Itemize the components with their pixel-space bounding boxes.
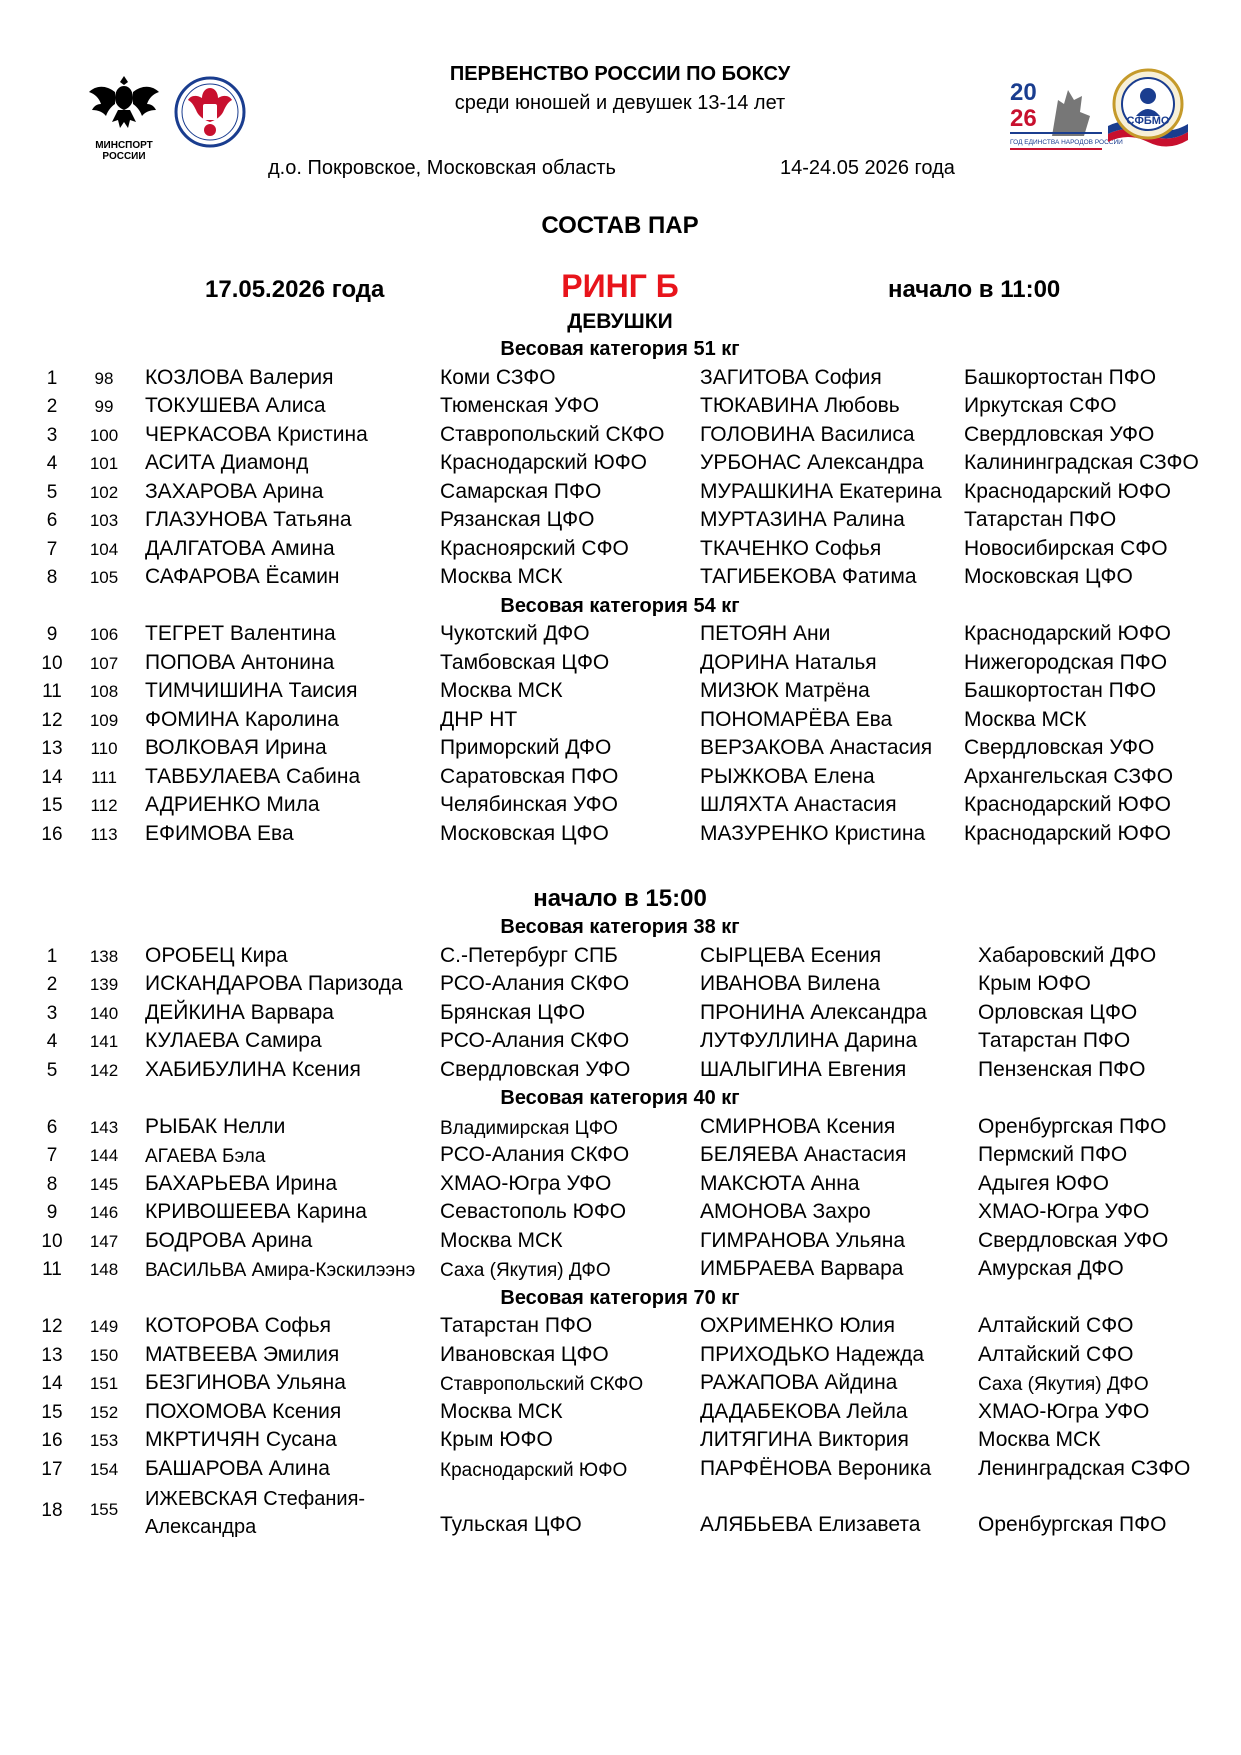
bout-number: 11 (42, 681, 62, 702)
red-corner-region: С.-Петербург СПБ (440, 943, 618, 967)
svg-text:20: 20 (1010, 79, 1037, 106)
bout-id: 146 (89, 1203, 119, 1222)
red-corner-name: ПОХОМОВА Ксения (145, 1399, 342, 1423)
blue-corner-region: Нижегородская ПФО (964, 650, 1168, 674)
boxing-federation-logo (172, 72, 248, 152)
year-of-unity-logo (1008, 76, 1123, 156)
bout-id: 98 (94, 368, 114, 388)
blue-corner-region: Архангельская СЗФО (964, 764, 1174, 788)
red-corner-name: САФАРОВА Ёсамин (145, 565, 340, 588)
bout-row (0, 480, 1241, 508)
svg-text:26: 26 (1010, 105, 1037, 132)
red-corner-name: КОТОРОВА Софья (145, 1314, 332, 1337)
red-corner-name: ЧЕРКАСОВА Кристина (145, 422, 368, 446)
bout-row (0, 793, 1241, 821)
bout-number: 3 (46, 424, 58, 446)
bout-row (0, 1457, 1241, 1485)
blue-corner-name: ВЕРЗАКОВА Анастасия (700, 736, 933, 759)
blue-corner-name: ПРОНИНА Александра (700, 1000, 927, 1024)
blue-corner-name: ПОНОМАРЁВА Ева (700, 707, 893, 731)
bout-date: 17.05.2026 года (205, 276, 385, 303)
bout-number: 5 (46, 481, 58, 503)
red-corner-region: Московская ЦФО (440, 821, 609, 845)
bout-number: 17 (41, 1458, 63, 1480)
bout-number: 9 (46, 1202, 58, 1223)
bout-number: 14 (41, 1373, 63, 1394)
blue-corner-region: ХМАО-Югра УФО (978, 1200, 1150, 1223)
blue-corner-region: Новосибирская СФО (964, 536, 1168, 560)
bout-id: 155 (89, 1500, 119, 1519)
blue-corner-name: МУРАШКИНА Екатерина (700, 479, 942, 503)
bout-number: 18 (41, 1500, 63, 1521)
bout-id: 100 (89, 425, 119, 445)
red-corner-region: Саха (Якутия) ДФО (440, 1260, 611, 1281)
blue-corner-name: АМОНОВА Захро (700, 1200, 871, 1223)
blue-corner-name: МУРТАЗИНА Ралина (700, 508, 905, 531)
bout-row (0, 622, 1241, 650)
red-corner-name: ЗАХАРОВА Арина (145, 479, 324, 503)
bout-number: 16 (41, 823, 63, 845)
session1-start: начало в 11:00 (888, 276, 1061, 303)
red-corner-region: Красноярский СФО (440, 536, 629, 560)
blue-corner-name: СЫРЦЕВА Есения (700, 943, 882, 967)
blue-corner-region: Свердловская УФО (978, 1228, 1169, 1252)
bout-row (0, 1343, 1241, 1371)
red-corner-region: Брянская ЦФО (440, 1000, 586, 1024)
bout-row (0, 1143, 1241, 1171)
red-corner-region: Москва МСК (440, 1399, 563, 1423)
bout-id: 147 (89, 1231, 119, 1251)
blue-corner-region: Алтайский СФО (978, 1342, 1134, 1366)
blue-corner-region: Саха (Якутия) ДФО (978, 1374, 1149, 1395)
bout-id: 152 (89, 1402, 119, 1422)
weight-category-heading: Весовая категория 51 кг (500, 338, 740, 360)
red-corner-name: ФОМИНА Каролина (145, 707, 339, 731)
red-corner-name: БОДРОВА Арина (145, 1228, 313, 1252)
session2-start: начало в 15:00 (533, 885, 707, 912)
bout-number: 4 (46, 453, 58, 474)
blue-corner-name: ЛУТФУЛЛИНА Дарина (700, 1029, 918, 1052)
bout-id: 103 (89, 511, 119, 530)
bout-number: 14 (41, 766, 63, 788)
red-corner-name: АГАЕВА Бэла (145, 1146, 266, 1167)
red-corner-name: ДАЛГАТОВА Амина (145, 536, 335, 560)
bout-number: 11 (42, 1259, 62, 1280)
bout-number: 10 (41, 652, 63, 674)
weight-category-heading: Весовая категория 40 кг (500, 1087, 740, 1109)
bout-row (0, 1400, 1241, 1428)
blue-corner-name: ДОРИНА Наталья (700, 650, 877, 674)
red-corner-region: Москва МСК (440, 565, 563, 588)
blue-corner-name: ИВАНОВА Вилена (700, 972, 881, 995)
bout-row (0, 736, 1241, 764)
red-corner-region: Приморский ДФО (440, 736, 612, 759)
red-corner-region: Самарская ПФО (440, 479, 602, 503)
blue-corner-region: Татарстан ПФО (964, 508, 1117, 531)
bout-number: 8 (46, 567, 58, 588)
red-corner-region: Краснодарский ЮФО (440, 451, 648, 474)
minsport-logo-text-line1: МИНСПОРТ (95, 140, 153, 151)
red-corner-region: Тульская ЦФО (440, 1513, 582, 1536)
blue-corner-region: Калининградская СЗФО (964, 451, 1199, 474)
red-corner-name: ГЛАЗУНОВА Татьяна (145, 508, 352, 531)
red-corner-region: Севастополь ЮФО (440, 1200, 627, 1223)
bout-row (0, 1229, 1241, 1257)
bout-id: 154 (89, 1459, 119, 1479)
bout-number: 12 (41, 709, 63, 731)
red-corner-name: ДЕЙКИНА Варвара (145, 1000, 334, 1024)
bout-number: 1 (46, 367, 58, 389)
bout-number: 3 (46, 1002, 58, 1024)
bout-id: 113 (90, 824, 118, 844)
bout-row (0, 972, 1241, 1000)
bout-row (0, 451, 1241, 479)
red-corner-region: Челябинская УФО (440, 793, 618, 816)
blue-corner-name: МАКСЮТА Анна (700, 1171, 860, 1195)
bout-row (0, 1428, 1241, 1456)
blue-corner-name: РАЖАПОВА Айдина (700, 1371, 898, 1394)
red-corner-region: РСО-Алания СКФО (440, 1143, 630, 1166)
bout-row (0, 1314, 1241, 1342)
blue-corner-name: ШАЛЫГИНА Евгения (700, 1057, 907, 1081)
red-corner-region: Саратовская ПФО (440, 764, 619, 788)
bout-id: 99 (94, 397, 114, 416)
blue-corner-name: ГОЛОВИНА Василиса (700, 422, 915, 446)
sfbmo-logo (1104, 64, 1192, 156)
blue-corner-region: Московская ЦФО (964, 565, 1133, 588)
bout-row (0, 1058, 1241, 1086)
blue-corner-name: ГИМРАНОВА Ульяна (700, 1228, 905, 1252)
blue-corner-region: Ленинградская СЗФО (978, 1456, 1191, 1480)
blue-corner-region: Свердловская УФО (964, 422, 1155, 446)
bout-row (0, 423, 1241, 451)
bout-number: 6 (46, 1116, 58, 1138)
bout-id: 142 (89, 1060, 119, 1080)
bout-number: 12 (41, 1316, 63, 1337)
ring-label: РИНГ Б (561, 268, 679, 304)
bout-id: 109 (89, 710, 119, 730)
bout-row (0, 394, 1241, 422)
bout-row (0, 765, 1241, 793)
bout-id: 148 (89, 1260, 119, 1279)
blue-corner-region: Башкортостан ПФО (964, 679, 1157, 702)
red-corner-name: БАШАРОВА Алина (145, 1456, 330, 1480)
bout-number: 13 (41, 1344, 63, 1366)
red-corner-region: Ставропольский СКФО (440, 1374, 644, 1395)
red-corner-region: Чукотский ДФО (440, 622, 590, 645)
weight-category-heading: Весовая категория 54 кг (500, 594, 740, 617)
weight-category-heading: Весовая категория 70 кг (500, 1286, 740, 1309)
blue-corner-name: ИМБРАЕВА Варвара (700, 1257, 904, 1280)
year-of-unity-caption: ГОД ЕДИНСТВА НАРОДОВ РОССИИ (1010, 139, 1123, 146)
bout-row (0, 1200, 1241, 1228)
bout-number: 15 (41, 1401, 63, 1423)
bout-number: 2 (46, 974, 58, 995)
red-corner-name: ИЖЕВСКАЯ Стефания-Александра (145, 1488, 366, 1538)
red-corner-name: ТЕГРЕТ Валентина (145, 622, 336, 645)
bout-number: 1 (46, 945, 58, 967)
blue-corner-name: ТКАЧЕНКО Софья (700, 536, 882, 560)
red-corner-name: ОРОБЕЦ Кира (145, 943, 288, 967)
red-corner-name: ХАБИБУЛИНА Ксения (145, 1057, 361, 1081)
bout-number: 5 (46, 1059, 58, 1081)
red-corner-region: РСО-Алания СКФО (440, 972, 630, 995)
blue-corner-name: ПАРФЁНОВА Вероника (700, 1456, 932, 1480)
blue-corner-region: Пензенская ПФО (978, 1057, 1146, 1081)
blue-corner-name: МИЗЮК Матрёна (700, 679, 870, 702)
red-corner-region: Ивановская ЦФО (440, 1342, 609, 1366)
blue-corner-region: Свердловская УФО (964, 736, 1155, 759)
bout-row (0, 1371, 1241, 1399)
bout-number: 15 (41, 795, 63, 816)
bout-number: 16 (41, 1430, 63, 1451)
red-corner-name: АСИТА Диамонд (145, 451, 309, 474)
bout-row (0, 565, 1241, 593)
blue-corner-name: ПРИХОДЬКО Надежда (700, 1342, 925, 1366)
red-corner-name: ПОПОВА Антонина (145, 650, 335, 674)
red-corner-region: Краснодарский ЮФО (440, 1459, 628, 1481)
blue-corner-region: Краснодарский ЮФО (964, 821, 1172, 845)
red-corner-region: Крым ЮФО (440, 1428, 553, 1451)
bout-id: 140 (89, 1003, 119, 1023)
bout-id: 112 (90, 796, 118, 815)
red-corner-region: ХМАО-Югра УФО (440, 1171, 612, 1195)
bout-row (0, 679, 1241, 707)
group-label: ДЕВУШКИ (567, 310, 673, 333)
blue-corner-name: ЛИТЯГИНА Виктория (700, 1428, 909, 1451)
bout-id: 106 (89, 625, 119, 644)
blue-corner-name: ОХРИМЕНКО Юлия (700, 1314, 895, 1337)
bout-row (0, 944, 1241, 972)
bout-row (0, 1485, 1241, 1541)
red-corner-name: МКРТИЧЯН Сусана (145, 1428, 337, 1451)
blue-corner-region: Крым ЮФО (978, 972, 1091, 995)
blue-corner-region: Башкортостан ПФО (964, 365, 1157, 389)
red-corner-region: РСО-Алания СКФО (440, 1029, 630, 1052)
bout-id: 104 (89, 539, 119, 559)
championship-subtitle: среди юношей и девушек 13-14 лет (454, 92, 786, 114)
bout-id: 108 (89, 682, 119, 701)
red-corner-region: ДНР НТ (440, 707, 518, 731)
blue-corner-region: Татарстан ПФО (978, 1029, 1131, 1052)
bout-row (0, 822, 1241, 850)
red-corner-region: Москва МСК (440, 679, 563, 702)
bout-id: 139 (89, 975, 119, 994)
blue-corner-name: ЗАГИТОВА София (700, 365, 882, 389)
bout-row (0, 1029, 1241, 1057)
blue-corner-name: ТЮКАВИНА Любовь (700, 394, 900, 417)
red-corner-region: Владимирская ЦФО (440, 1117, 618, 1139)
bout-id: 111 (91, 767, 117, 787)
red-corner-region: Москва МСК (440, 1228, 563, 1252)
bout-id: 153 (89, 1431, 119, 1450)
red-corner-region: Ставропольский СКФО (440, 422, 665, 446)
blue-corner-region: Оренбургская ПФО (978, 1114, 1167, 1138)
blue-corner-name: МАЗУРЕНКО Кристина (700, 821, 926, 845)
blue-corner-name: РЫЖКОВА Елена (700, 764, 875, 788)
bout-row (0, 708, 1241, 736)
bout-number: 13 (41, 738, 63, 759)
red-corner-name: ИСКАНДАРОВА Паризода (145, 972, 403, 995)
red-corner-name: ВАСИЛЬВА Амира-Кэскилээнэ (145, 1260, 416, 1281)
red-corner-region: Свердловская УФО (440, 1057, 631, 1081)
bout-id: 145 (89, 1174, 119, 1194)
venue: д.о. Покровское, Московская область (268, 157, 616, 179)
blue-corner-region: Краснодарский ЮФО (964, 622, 1172, 645)
minsport-logo-text-line2: РОССИИ (102, 151, 146, 162)
red-corner-region: Рязанская ЦФО (440, 508, 595, 531)
blue-corner-region: Оренбургская ПФО (978, 1513, 1167, 1536)
bout-id: 101 (89, 454, 119, 473)
blue-corner-region: Иркутская СФО (964, 394, 1117, 417)
bout-id: 149 (89, 1317, 119, 1336)
blue-corner-name: ПЕТОЯН Ани (700, 622, 831, 645)
blue-corner-name: БЕЛЯЕВА Анастасия (700, 1143, 907, 1166)
bout-id: 105 (89, 568, 119, 587)
bout-number: 7 (46, 538, 58, 560)
sfbmo-logo-text: СФБМО (1126, 115, 1170, 127)
weight-category-heading: Весовая категория 38 кг (500, 916, 740, 938)
blue-corner-name: ТАГИБЕКОВА Фатима (700, 565, 917, 588)
red-corner-name: РЫБАК Нелли (145, 1114, 286, 1138)
bout-id: 138 (89, 946, 119, 966)
bout-number: 9 (46, 624, 58, 645)
bout-row (0, 537, 1241, 565)
bout-row (0, 1115, 1241, 1143)
bout-id: 110 (90, 739, 118, 758)
bout-number: 7 (46, 1145, 58, 1166)
blue-corner-region: ХМАО-Югра УФО (978, 1399, 1150, 1423)
red-corner-region: Коми СЗФО (440, 365, 556, 389)
blue-corner-region: Орловская ЦФО (978, 1000, 1138, 1024)
bout-number: 2 (46, 396, 58, 417)
blue-corner-name: ДАДАБЕКОВА Лейла (700, 1399, 908, 1423)
document-title: СОСТАВ ПАР (541, 212, 699, 239)
blue-corner-name: УРБОНАС Александра (700, 451, 924, 474)
bout-id: 102 (89, 482, 119, 502)
red-corner-name: ТОКУШЕВА Алиса (145, 394, 326, 417)
red-corner-region: Тамбовская ЦФО (440, 650, 610, 674)
bout-id: 143 (89, 1117, 119, 1137)
bout-id: 144 (89, 1146, 119, 1165)
bout-row (0, 1257, 1241, 1285)
bout-number: 10 (41, 1230, 63, 1252)
blue-corner-region: Адыгея ЮФО (978, 1171, 1109, 1195)
blue-corner-region: Москва МСК (978, 1428, 1101, 1451)
red-corner-name: ВОЛКОВАЯ Ирина (145, 736, 327, 759)
blue-corner-name: ШЛЯХТА Анастасия (700, 793, 897, 816)
blue-corner-region: Краснодарский ЮФО (964, 793, 1172, 816)
red-corner-name: КУЛАЕВА Самира (145, 1029, 322, 1052)
blue-corner-region: Пермский ПФО (978, 1143, 1128, 1166)
event-dates: 14-24.05 2026 года (780, 157, 955, 179)
blue-corner-region: Хабаровский ДФО (978, 943, 1157, 967)
bout-id: 151 (89, 1374, 119, 1393)
minsport-logo (84, 70, 164, 162)
blue-corner-name: АЛЯБЬЕВА Елизавета (700, 1513, 921, 1536)
red-corner-name: АДРИЕНКО Мила (145, 793, 320, 816)
red-corner-name: БЕЗГИНОВА Ульяна (145, 1371, 346, 1394)
bout-row (0, 1172, 1241, 1200)
red-corner-name: КОЗЛОВА Валерия (145, 365, 334, 389)
bout-number: 6 (46, 510, 58, 531)
red-corner-name: МАТВЕЕВА Эмилия (145, 1342, 340, 1366)
bout-row (0, 508, 1241, 536)
bout-row (0, 1001, 1241, 1029)
red-corner-name: КРИВОШЕЕВА Карина (145, 1200, 367, 1223)
red-corner-region: Тюменская УФО (440, 394, 600, 417)
bout-number: 8 (46, 1173, 58, 1195)
red-corner-name: ЕФИМОВА Ева (145, 821, 294, 845)
red-corner-name: ТАВБУЛАЕВА Сабина (145, 764, 361, 788)
red-corner-region: Татарстан ПФО (440, 1314, 593, 1337)
blue-corner-name: СМИРНОВА Ксения (700, 1114, 896, 1138)
bout-row (0, 651, 1241, 679)
bout-id: 141 (89, 1032, 119, 1051)
bout-row (0, 366, 1241, 394)
blue-corner-region: Алтайский СФО (978, 1314, 1134, 1337)
championship-title: ПЕРВЕНСТВО РОССИИ ПО БОКСУ (449, 63, 791, 85)
blue-corner-region: Москва МСК (964, 707, 1087, 731)
bout-id: 150 (89, 1345, 119, 1365)
red-corner-name: БАХАРЬЕВА Ирина (145, 1171, 338, 1195)
bout-id: 107 (89, 653, 119, 673)
bout-number: 4 (46, 1031, 58, 1052)
blue-corner-region: Краснодарский ЮФО (964, 479, 1172, 503)
blue-corner-region: Амурская ДФО (978, 1257, 1124, 1280)
red-corner-name: ТИМЧИШИНА Таисия (145, 679, 358, 702)
